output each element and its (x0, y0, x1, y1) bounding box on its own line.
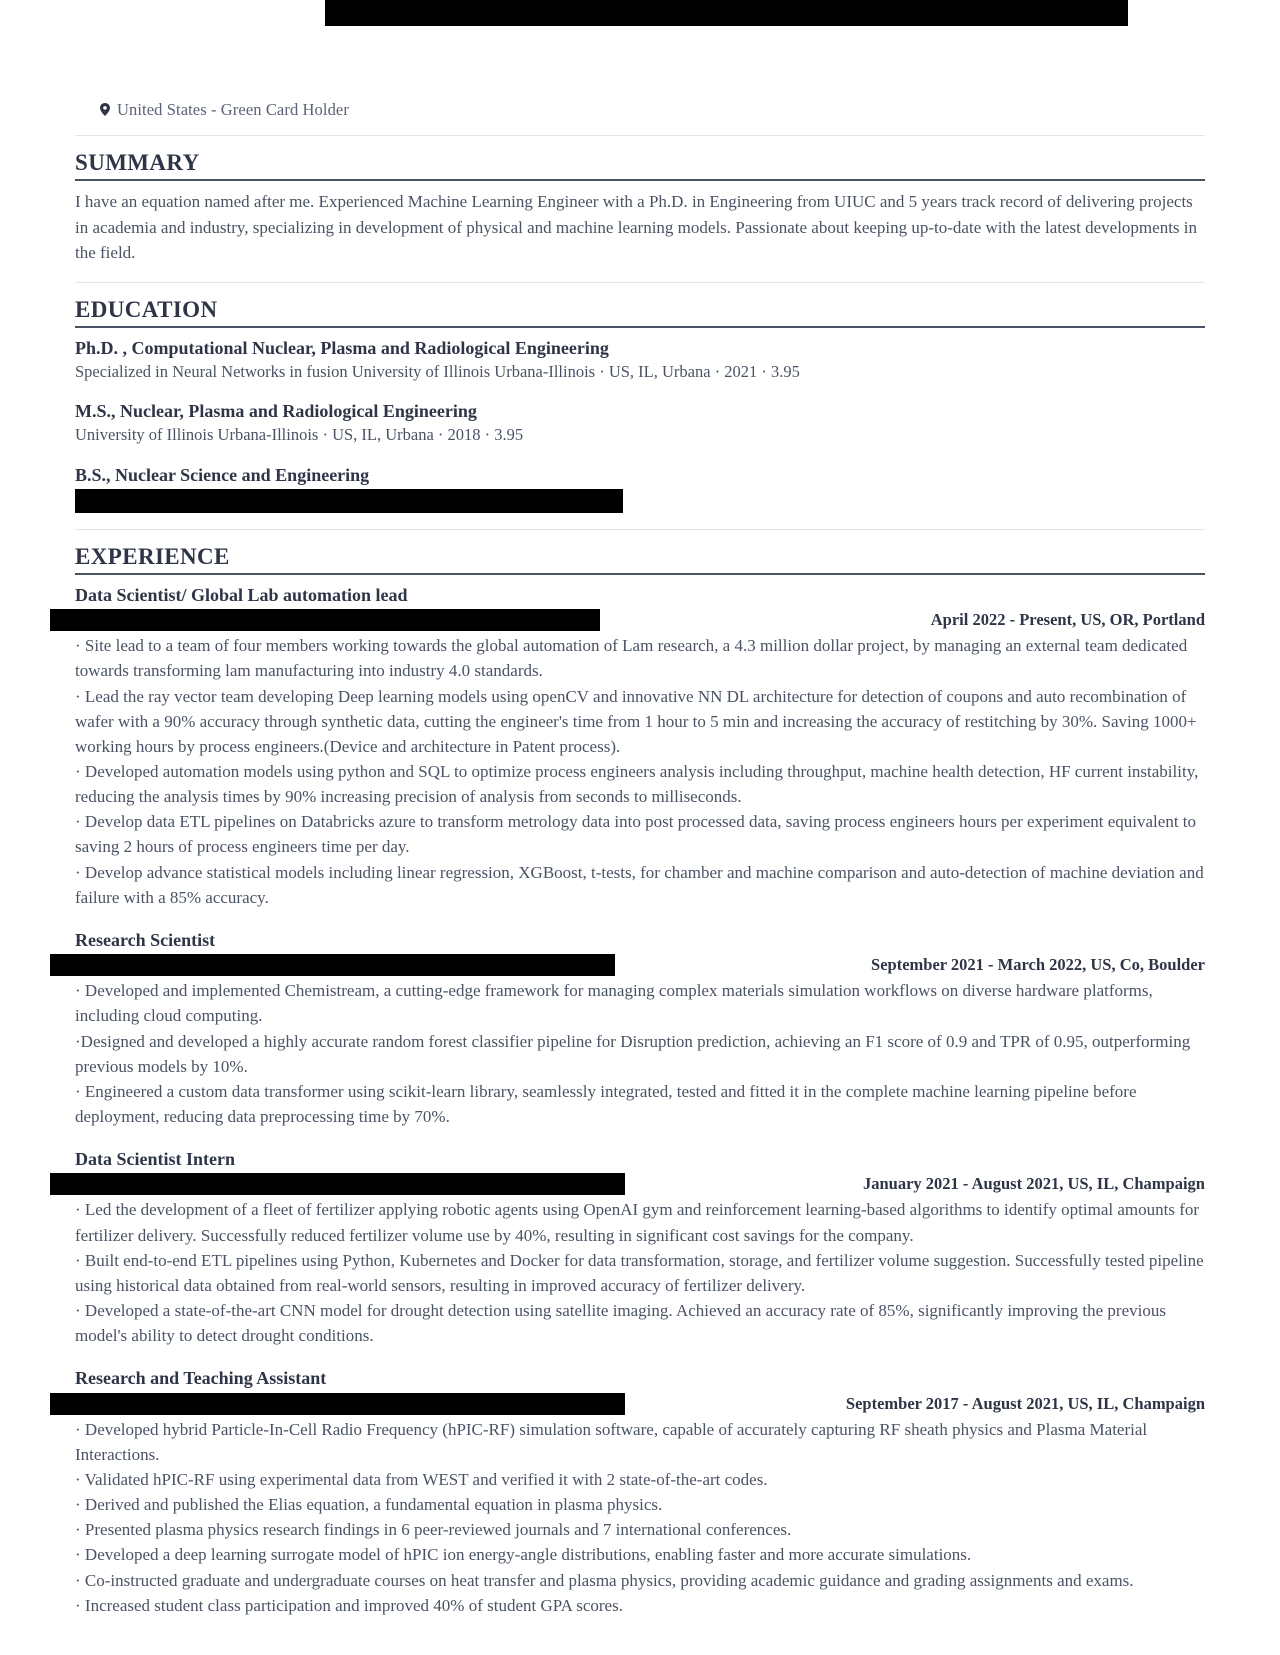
experience-rule (75, 573, 1205, 575)
job-bullet: · Engineered a custom data transformer using scikit-learn library, seamlessly integrated, tested and fitted it in the complete machine learning pipeline before deployment, reducing data preprocessing time by 70%. (75, 1081, 1137, 1127)
experience-item (75, 1366, 1205, 1618)
redacted-name-block (325, 0, 1128, 26)
spacer (75, 513, 1205, 529)
job-bullet: · Led the development of a fleet of fertilizer applying robotic agents using OpenAI gym and reinforcement learning-based algorithms to identify optimal amounts for fertilizer delivery. Successfully reduced fertilizer volume use by 40%, resulting in significant cost savings for the company. (75, 1200, 1200, 1245)
job-bullet: · Built end-to-end ETL pipelines using Python, Kubernetes and Docker for data transformation, storage, and fertilizer volume suggestion. Successfully tested pipeline using historical data obtained from real-world sensors, resulting in improved accuracy of fertilizer delivery. (75, 1250, 1204, 1295)
education-item (75, 463, 1205, 513)
job-dates-location: September 2021 - March 2022, US, Co, Boulder (871, 955, 1205, 975)
experience-item (75, 928, 1205, 1129)
redacted-employer-block (50, 609, 600, 631)
resume-header (75, 0, 1205, 135)
map-pin-icon (100, 103, 110, 116)
education-rule (75, 326, 1205, 328)
job-bullet: · Developed automation models using python and SQL to optimize process engineers analysis including throughput, machine health detection, HF current instability, reducing the analysis times by 90% increasing precision of analysis from seconds to milliseconds. (75, 762, 1199, 807)
job-bullet: · Develop advance statistical models including linear regression, XGBoost, t-tests, for chamber and machine comparison and auto-detection of machine deviation and failure with a 85% accuracy. (75, 862, 1204, 907)
section-education (75, 282, 1205, 513)
job-title: Research Scientist (75, 929, 216, 950)
job-meta-row (75, 1171, 1205, 1197)
education-heading: EDUCATION (75, 296, 218, 322)
education-item (75, 399, 1205, 447)
section-divider (75, 135, 1205, 136)
section-experience (75, 529, 1205, 1618)
education-degree: M.S., Nuclear, Plasma and Radiological Engineering (75, 401, 477, 422)
education-meta: Specialized in Neural Networks in fusion University of Illinois Urbana-Illinois · US, IL, Urbana · 2021 · 3.95 (75, 361, 800, 381)
job-bullet: · Developed a state-of-the-art CNN model for drought detection using satellite imaging. Achieved an accuracy rate of 85%, significantly improving the previous model's ability to detect drought conditions. (75, 1301, 1166, 1346)
job-bullet: · Developed hybrid Particle-In-Cell Radio Frequency (hPIC-RF) simulation software, capable of accurately capturing RF sheath physics and Plasma Material Interactions. (75, 1419, 1148, 1464)
section-divider (75, 282, 1205, 283)
job-bullet: ·Designed and developed a highly accurate random forest classifier pipeline for Disruption prediction, achieving an F1 score of 0.9 and TPR of 0.95, outperforming previous models by 10%. (75, 1031, 1191, 1076)
contact-location-text: United States - Green Card Holder (117, 100, 349, 119)
experience-item (75, 1147, 1205, 1348)
section-summary (75, 135, 1205, 266)
job-meta-row (75, 952, 1205, 978)
job-bullet: · Co-instructed graduate and undergraduate courses on heat transfer and plasma physics, providing academic guidance and grading assignments and exams. (75, 1570, 1134, 1590)
redacted-employer-block (50, 1173, 625, 1195)
job-bullet: · Developed a deep learning surrogate model of hPIC ion energy-angle distributions, enabling faster and more accurate simulations. (75, 1545, 972, 1565)
contact-location (100, 100, 349, 120)
job-meta-row (75, 1391, 1205, 1417)
education-item (75, 336, 1205, 384)
job-bullet: · Increased student class participation and improved 40% of student GPA scores. (75, 1595, 623, 1615)
summary-text: I have an equation named after me. Experienced Machine Learning Engineer with a Ph.D. in Engineering from UIUC and 5 years track record of delivering projects in academia and industry, specializing in development of physical and machine learning models. Passionate about keeping up-to-date with the latest developments in the field. (75, 192, 1197, 262)
job-title: Data Scientist Intern (75, 1149, 235, 1170)
education-meta: University of Illinois Urbana-Illinois · US, IL, Urbana · 2018 · 3.95 (75, 425, 524, 445)
job-bullet: · Presented plasma physics research findings in 6 peer-reviewed journals and 7 international conferences. (75, 1520, 792, 1540)
job-meta-row (75, 607, 1205, 633)
job-dates-location: September 2017 - August 2021, US, IL, Champaign (845, 1393, 1205, 1413)
experience-heading: EXPERIENCE (75, 543, 230, 569)
redacted-school-block (75, 489, 623, 513)
summary-heading: SUMMARY (75, 150, 200, 175)
education-degree: Ph.D. , Computational Nuclear, Plasma and Radiological Engineering (75, 337, 609, 358)
job-title: Research and Teaching Assistant (75, 1368, 327, 1389)
job-bullet: · Develop data ETL pipelines on Databricks azure to transform metrology data into post processed data, saving process engineers hours per experiment equivalent to saving 2 hours of process engineers time per day. (75, 812, 1197, 857)
redacted-employer-block (50, 1393, 625, 1415)
job-dates-location: January 2021 - August 2021, US, IL, Champaign (863, 1174, 1205, 1194)
job-bullet: · Derived and published the Elias equation, a fundamental equation in plasma physics. (75, 1495, 663, 1515)
job-bullet: · Lead the ray vector team developing Deep learning models using openCV and innovative NN DL architecture for detection of coupons and auto recombination of wafer with a 90% accuracy through synthetic data, cutting the engineer's time from 1 hour to 5 min and increasing the accuracy of restitching by 30%. Saving 1000+ working hours by process engineers.(Device and architecture in Patent process). (75, 686, 1197, 756)
experience-item (75, 583, 1205, 910)
job-title: Data Scientist/ Global Lab automation lead (75, 584, 408, 605)
spacer (75, 266, 1205, 282)
section-divider (75, 529, 1205, 530)
education-degree: B.S., Nuclear Science and Engineering (75, 464, 370, 485)
summary-rule (75, 179, 1205, 181)
job-dates-location: April 2022 - Present, US, OR, Portland (930, 610, 1205, 630)
job-bullet: · Site lead to a team of four members working towards the global automation of Lam research, a 4.3 million dollar project, by managing an external team dedicated towards transforming lam manufacturing into industry 4.0 standards. (75, 636, 1188, 681)
redacted-employer-block (50, 954, 615, 976)
job-bullet: · Validated hPIC-RF using experimental data from WEST and verified it with 2 state-of-the-art codes. (75, 1470, 768, 1490)
job-bullet: · Developed and implemented Chemistream, a cutting-edge framework for managing complex materials simulation workflows on diverse hardware platforms, including cloud computing. (75, 981, 1153, 1026)
